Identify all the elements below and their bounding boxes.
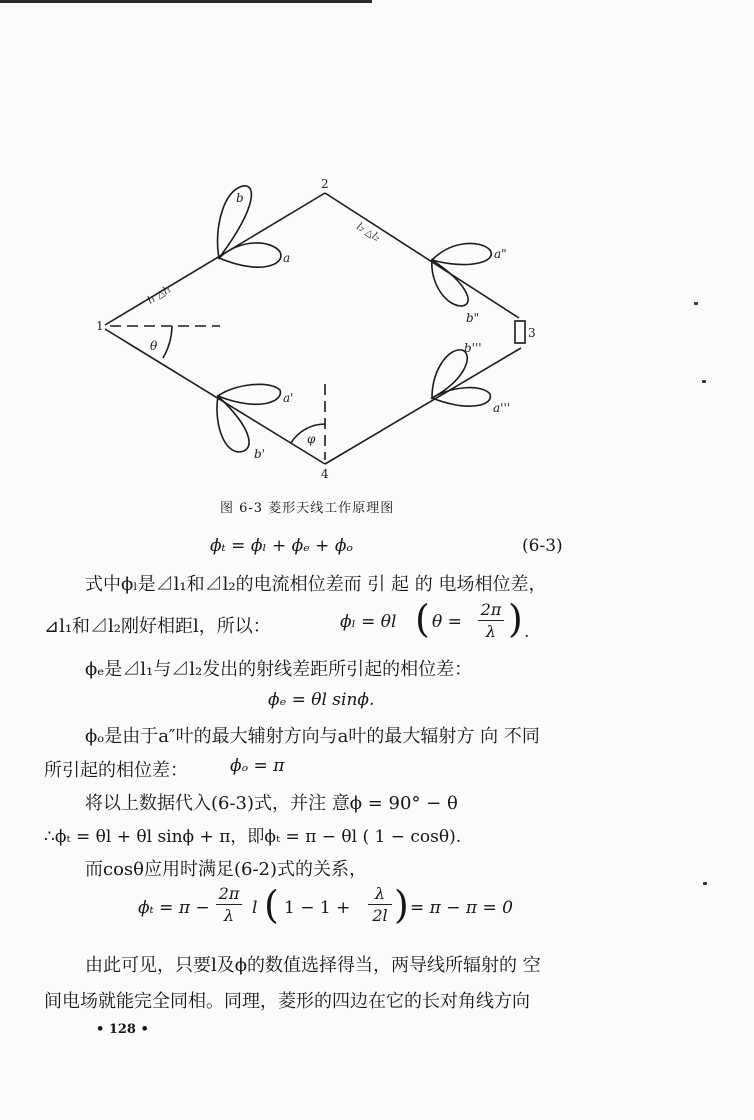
terminating-resistor [515,321,525,343]
fraction-numerator: λ [374,884,386,903]
fraction-bar [478,620,504,621]
left-paren: ( [415,597,430,641]
phase-e-equation: ϕₑ = θl sinϕ. [268,690,375,710]
page-number: • 128 • [96,1022,149,1037]
lobe-b-label: b [236,191,244,205]
lobe-a3-label: a''' [493,401,511,415]
rhombic-antenna-diagram [0,0,754,520]
node-2-label: 2 [321,177,329,191]
right-paren: ) [508,597,523,641]
lambda-over-2l [368,884,392,925]
lobe-b2 [432,260,468,306]
equation-number-6-3: (6-3) [522,536,563,556]
lobe-b2-label: b" [466,311,480,325]
fraction-numerator: 2π [480,600,502,619]
lobe-a1-label: a' [283,391,294,405]
node-3-label: 3 [528,326,536,340]
theta-label: θ [150,339,158,353]
lobe-a3 [432,388,490,407]
paragraph-line: ⊿l₁和⊿l₂刚好相距l，所以： [44,616,271,637]
segment-l2-label: l₂ △l₂ [354,221,382,244]
paragraph-line: 而cosθ应用时满足(6-2)式的关系， [85,859,368,880]
phase-o-equation: ϕₒ = π [230,756,285,776]
fraction-numerator: 2π [218,884,240,903]
two-pi-over-lambda-2 [216,884,242,925]
phi-label: φ [307,432,316,446]
paragraph-line: 所引起的相位差： [44,760,188,781]
paragraph-line: ϕₒ是由于a″叶的最大辅射方向与a叶的最大辐射方 向 不同 [85,726,540,747]
lobe-b1 [217,396,249,452]
fraction-bar [368,904,392,905]
fraction-denominator: λ [485,622,497,641]
equation-6-3: ϕₜ = ϕₗ + ϕₑ + ϕₒ [210,536,353,556]
paragraph-line: 式中ϕₗ是⊿l₁和⊿l₂的电流相位差而 引 起 的 电场相位差， [85,574,547,595]
speck [703,882,707,885]
figure-caption: 图 6-3 菱形天线工作原理图 [220,501,395,516]
node-4-label: 4 [321,467,329,481]
phase-l-equation: ϕₗ = θl [340,612,397,632]
right-paren: ) [394,883,409,927]
fraction-denominator: 2l [372,906,388,925]
side-3-4 [325,348,521,464]
derivation-line: ∴ϕₜ = θl + θl sinϕ + π，即ϕₜ = π − θl ( 1 − cosθ). [44,827,462,847]
lobe-a2 [432,243,491,264]
side-1-2 [105,193,325,325]
fraction-bar [216,904,242,905]
final-equation-l: l [252,898,258,918]
period: . [524,622,530,642]
segment-l1-label: l₁ △l₁ [145,284,174,307]
lobe-b3-label: b''' [464,341,482,355]
left-paren: ( [264,883,279,927]
paragraph-line: 间电场就能完全同相。同理，菱形的四边在它的长对角线方向 [44,991,530,1012]
theta-arc [163,326,172,358]
two-pi-over-lambda [478,600,504,641]
paragraph-line: 由此可见，只要l及ϕ的数值选择得当，两导线所辐射的 空 [85,955,541,976]
lobe-b1-label: b' [254,447,265,461]
fraction-denominator: λ [223,906,235,925]
lobe-a-label: a [283,251,291,265]
theta-definition: θ = [432,612,462,632]
lobe-a1 [218,384,280,404]
side-2-3 [325,193,519,318]
final-equation-right: = π − π = 0 [410,898,513,918]
node-1-label: 1 [96,319,104,333]
paragraph-line: ϕₑ是⊿l₁与⊿l₂发出的射线差距所引起的相位差： [85,659,473,680]
lobe-a2-label: a" [494,247,507,261]
final-equation-left: ϕₜ = π − [138,898,210,918]
final-equation-mid: 1 − 1 + [284,898,351,918]
paragraph-line: 将以上数据代入(6-3)式，并注 意ϕ = 90° − θ [85,793,458,814]
